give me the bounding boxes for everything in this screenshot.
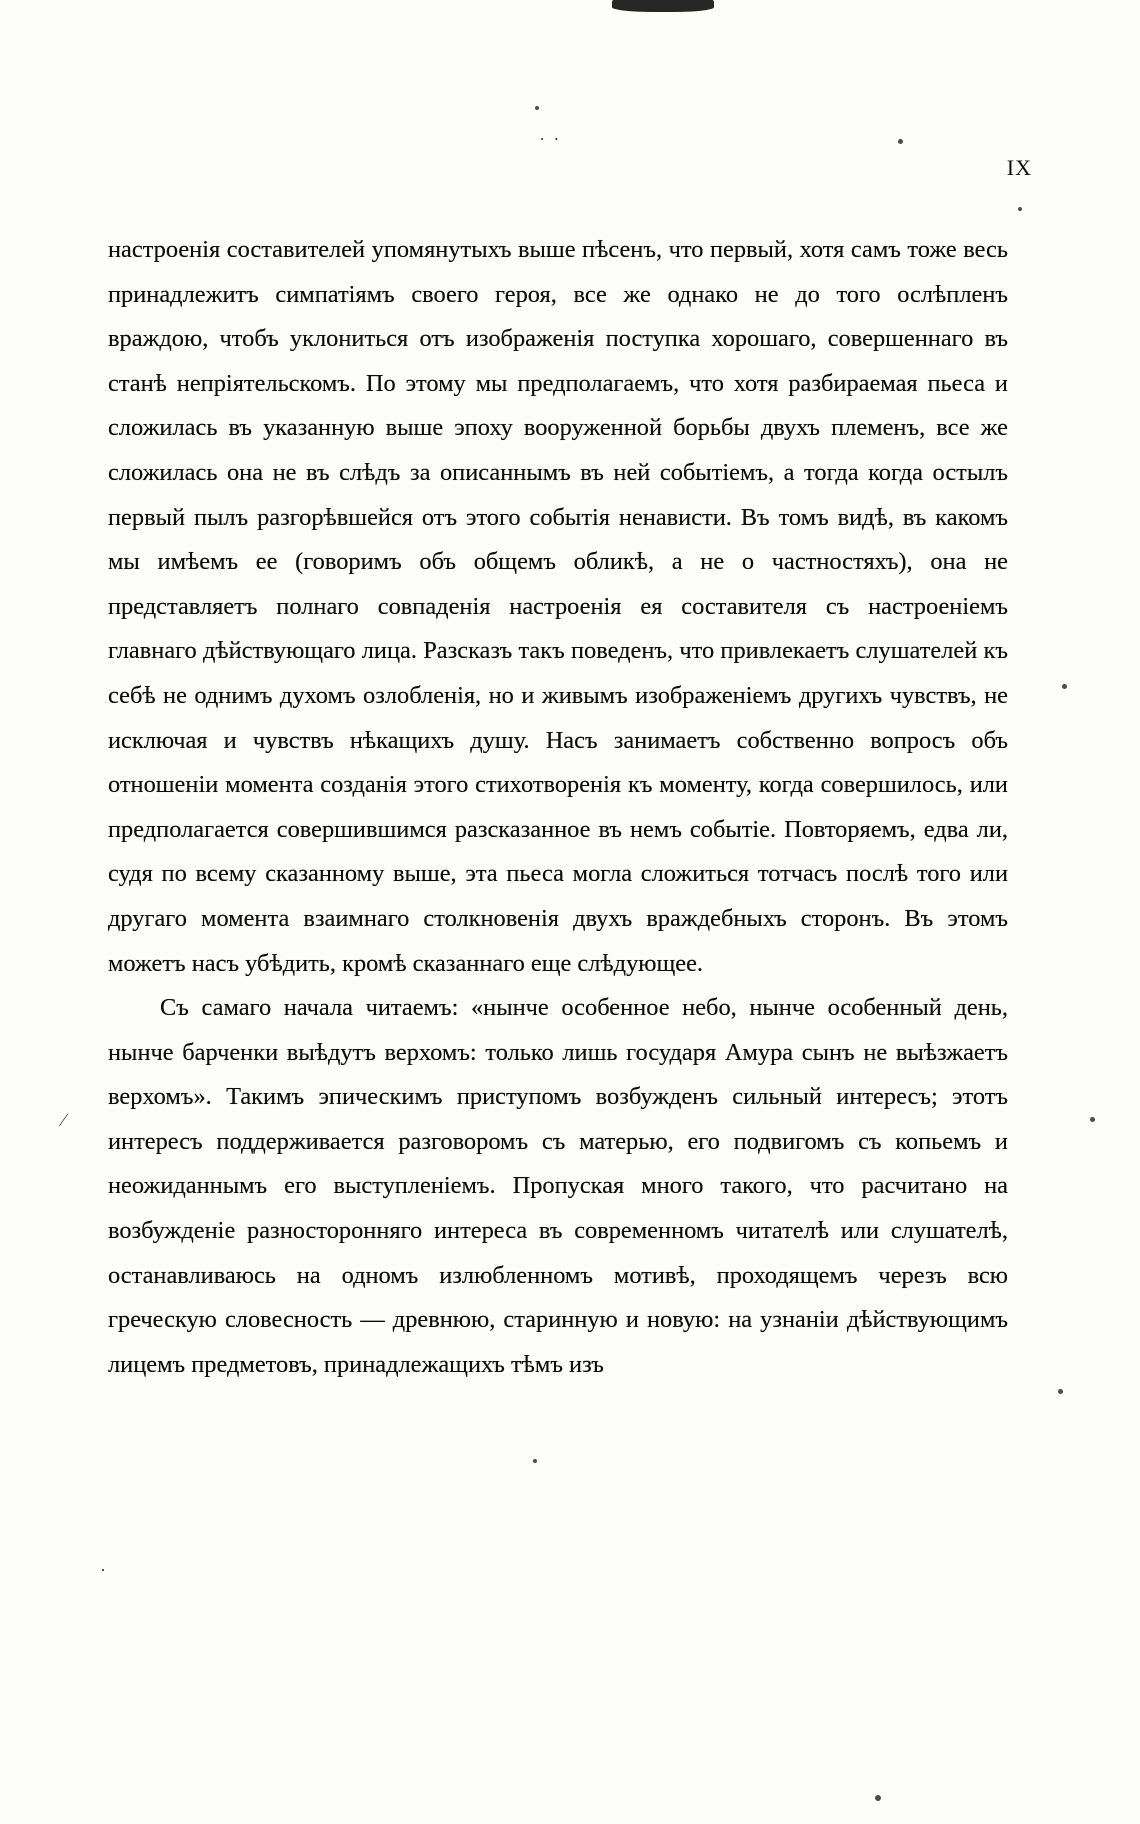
scan-speck-pair-top: ..: [540, 125, 569, 144]
body-text: [108, 228, 1008, 1387]
scan-speck: [875, 1795, 881, 1801]
scan-speck: [1062, 684, 1067, 689]
margin-mark: ⁄: [62, 1110, 66, 1130]
scan-speck: [1090, 1117, 1095, 1122]
scan-speck: [1018, 207, 1022, 211]
paragraph-2: Съ самаго начала читаемъ: «нынче особенное небо, нынче особенный день, нынче барченки выѣдутъ верхомъ: только лишь государя Амура сынъ не выѣзжаетъ верхомъ». Такимъ эпическимъ приступомъ возбужденъ сильный интересъ; этотъ интересъ поддерживается разговоромъ съ матерью, его подвигомъ съ копьемъ и неожиданнымъ его выступленіемъ. Пропуская много такого, что расчитано на возбужденіе разносторонняго интереса въ современномъ читателѣ или слушателѣ, останавливаюсь на одномъ излюбленномъ мотивѣ, проходящемъ черезъ всю греческую словесность — древнюю, старинную и новую: на узнаніи дѣйствующимъ лицемъ предметовъ, принадлежащихъ тѣмъ изъ: [108, 994, 1008, 1378]
page-number: IX: [1006, 155, 1032, 180]
scan-speck: [535, 106, 539, 110]
scan-speck: [898, 139, 903, 144]
paragraph-1: настроенія составителей упомянутыхъ выше пѣсенъ, что первый, хотя самъ тоже весь принадлежитъ симпатіямъ своего героя, все же однако не до того ослѣпленъ враждою, чтобъ уклониться отъ изображенія поступка хорошаго, совершеннаго въ станѣ непріятельскомъ. По этому мы предполагаемъ, что хотя разбираемая пьеса и сложилась въ указанную выше эпоху вооруженной борьбы двухъ племенъ, все же сложилась она не въ слѣдъ за описаннымъ въ ней событіемъ, а тогда когда остылъ первый пылъ разгорѣвшейся отъ этого событія ненависти. Въ томъ видѣ, въ какомъ мы имѣемъ ее (говоримъ объ общемъ обликѣ, а не о частностяхъ), она не представляетъ полнаго совпаденія настроенія ея составителя съ настроеніемъ главнаго дѣйствующаго лица. Разсказъ такъ поведенъ, что привлекаетъ слушателей къ себѣ не однимъ духомъ озлобленія, но и живымъ изображеніемъ другихъ чувствъ, не исключая и чувствъ нѣкащихъ душу. Насъ занимаетъ собственно вопросъ объ отношеніи момента созданія этого стихотворенія къ моменту, когда совершилось, или предполагается совершившимся разсказанное въ немъ событіе. Повторяемъ, едва ли, судя по всему сказанному выше, эта пьеса могла сложиться тотчасъ послѣ того или другаго момента взаимнаго столкновенія двухъ враждебныхъ сторонъ. Въ этомъ можетъ насъ убѣдить, кромѣ сказаннаго еще слѣдующее.: [108, 236, 1008, 977]
scan-speck: [1058, 1389, 1063, 1394]
margin-dot-mark: ·: [100, 1560, 106, 1580]
scan-speck: [533, 1459, 537, 1463]
scan-smudge-top: [612, 0, 714, 12]
